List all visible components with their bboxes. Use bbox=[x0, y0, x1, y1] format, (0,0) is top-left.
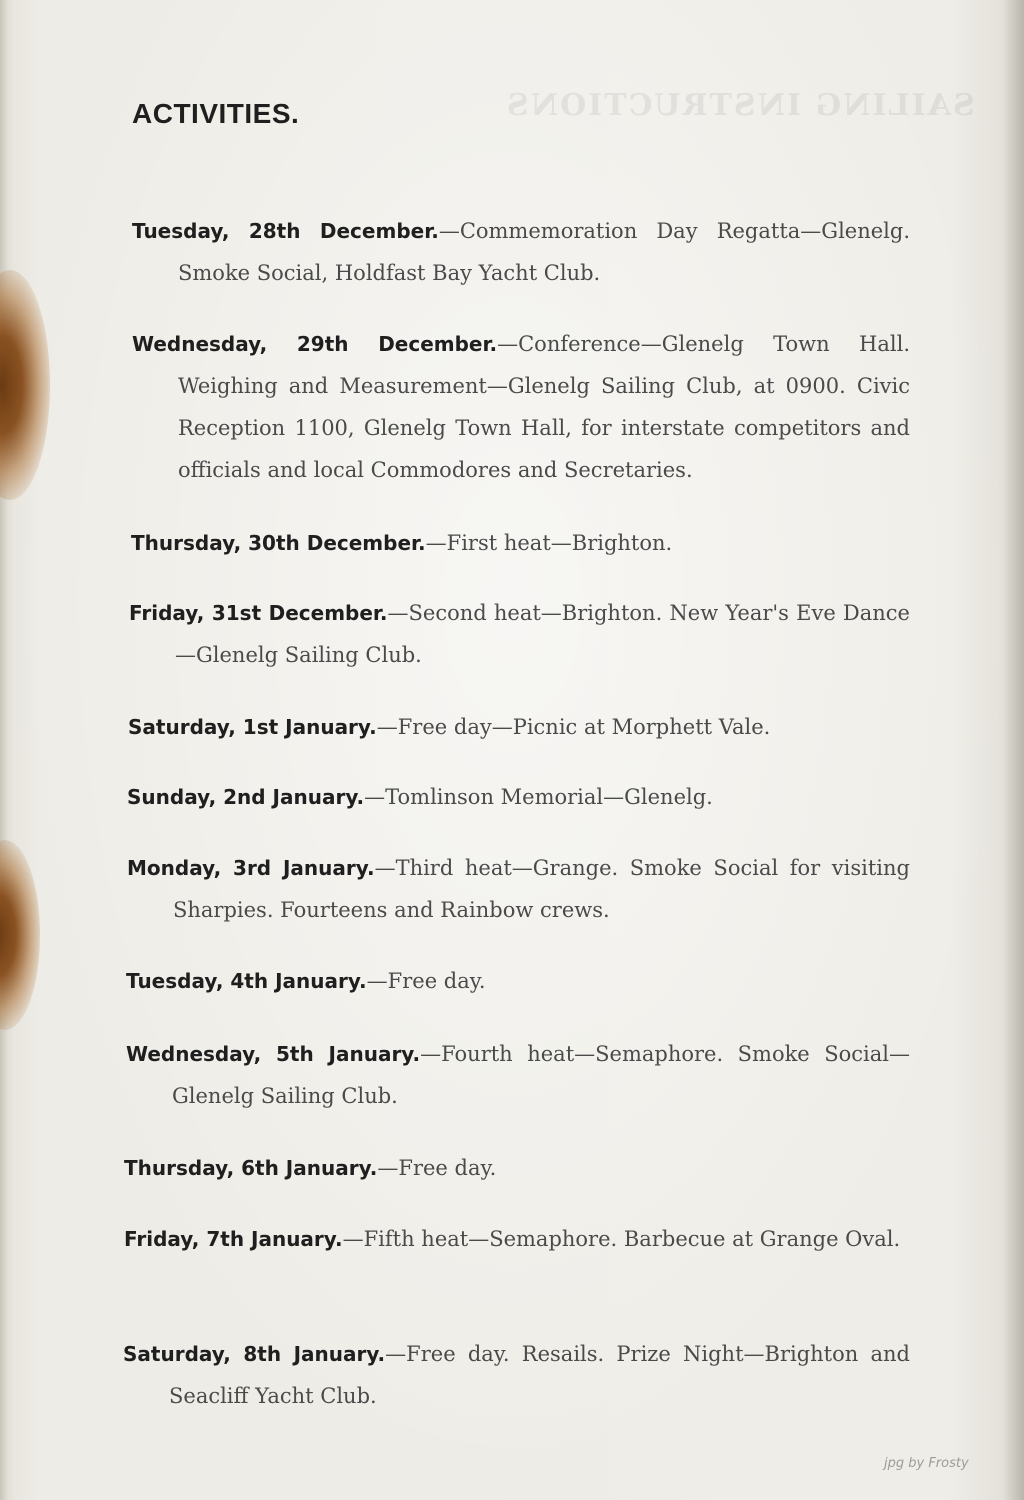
activity-entry bbox=[129, 592, 910, 676]
entry-text: —Free day—Picnic at Morphett Vale. bbox=[376, 715, 771, 739]
activity-entry bbox=[132, 210, 910, 294]
entry-date: Monday, 3rd January. bbox=[127, 856, 375, 880]
bleed-through-text: SAILING INSTRUCTIONS bbox=[505, 88, 975, 123]
activity-entry bbox=[126, 960, 910, 1002]
entry-text: —Fifth heat—Semaphore. Barbecue at Grange Oval. bbox=[342, 1227, 901, 1251]
page-heading: ACTIVITIES. bbox=[132, 98, 300, 129]
entry-text: —First heat—Brighton. bbox=[425, 531, 673, 555]
entry-text: —Third heat—Grange. Smoke Social for visiting Sharpies. Fourteens and Rainbow crews. bbox=[173, 856, 910, 922]
activity-entry bbox=[128, 706, 910, 748]
activity-entry bbox=[131, 522, 909, 564]
entry-text: —Conference—Glenelg Town Hall. Weighing and Measurement—Glenelg Sailing Club, at 0900. Civic Reception 1100, Glenelg Town Hall, for interstate competitors and officials and local Commodores and Secretaries. bbox=[178, 332, 910, 482]
entry-date: Thursday, 30th December. bbox=[131, 531, 426, 555]
activity-entry bbox=[127, 776, 910, 818]
entry-date: Friday, 31st December. bbox=[129, 601, 388, 625]
entry-date: Tuesday, 28th December. bbox=[132, 219, 439, 243]
activity-entry bbox=[132, 323, 910, 491]
entry-date: Saturday, 1st January. bbox=[128, 715, 377, 739]
entry-text: —Free day. bbox=[366, 969, 486, 993]
activity-entry bbox=[127, 847, 910, 931]
entry-date: Saturday, 8th January. bbox=[123, 1342, 386, 1366]
entry-text: —Fourth heat—Semaphore. Smoke Social—Glenelg Sailing Club. bbox=[172, 1042, 910, 1108]
photo-watermark: jpg by Frosty bbox=[884, 1456, 969, 1471]
entry-date: Wednesday, 5th January. bbox=[126, 1042, 421, 1066]
activity-entry bbox=[124, 1147, 910, 1189]
activity-entry bbox=[123, 1333, 910, 1417]
entry-text: —Free day. bbox=[377, 1156, 497, 1180]
entry-text: —Second heat—Brighton. New Year's Eve Dance—Glenelg Sailing Club. bbox=[175, 601, 910, 667]
entry-date: Sunday, 2nd January. bbox=[127, 785, 365, 809]
entry-date: Thursday, 6th January. bbox=[124, 1156, 378, 1180]
entry-text: —Free day. Resails. Prize Night—Brighton and Seacliff Yacht Club. bbox=[169, 1342, 910, 1408]
activity-entry bbox=[124, 1218, 910, 1260]
entry-date: Tuesday, 4th January. bbox=[126, 969, 367, 993]
entry-date: Wednesday, 29th December. bbox=[132, 332, 498, 356]
entry-date: Friday, 7th January. bbox=[124, 1227, 343, 1251]
activity-entry bbox=[126, 1033, 910, 1117]
entry-text: —Tomlinson Memorial—Glenelg. bbox=[364, 785, 713, 809]
entry-text: —Commemoration Day Regatta—Glenelg. Smoke Social, Holdfast Bay Yacht Club. bbox=[178, 219, 910, 285]
